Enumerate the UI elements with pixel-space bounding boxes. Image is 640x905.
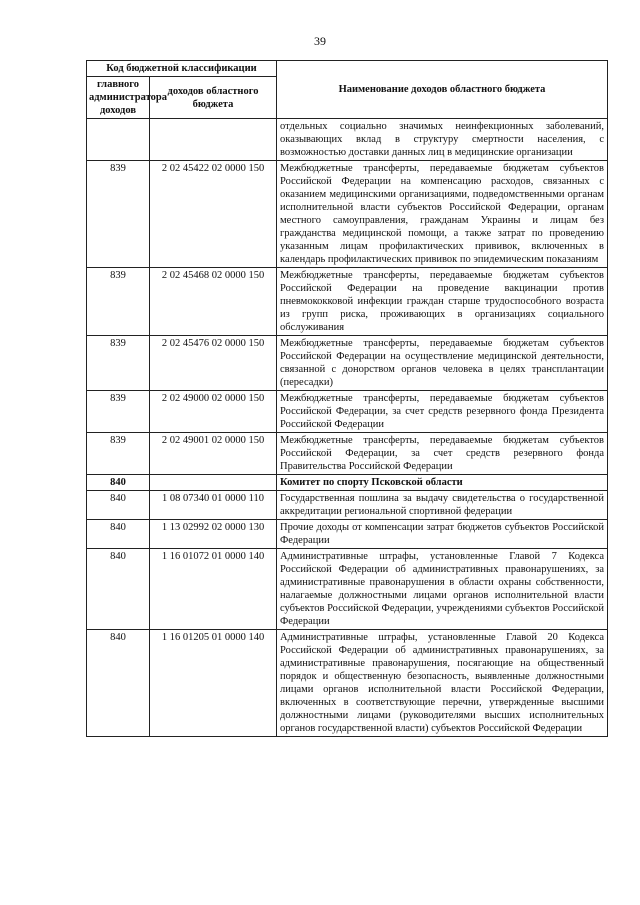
income-code-cell: 2 02 45468 02 0000 150 bbox=[150, 268, 277, 336]
income-code-cell: 1 08 07340 01 0000 110 bbox=[150, 491, 277, 520]
header-budget-classification-code: Код бюджетной классификации bbox=[87, 61, 277, 77]
income-name-cell: Государственная пошлина за выдачу свидетельства о государственной аккредитации региональной спортивной федерации bbox=[277, 491, 608, 520]
admin-code-cell: 839 bbox=[87, 433, 150, 475]
table-row bbox=[87, 336, 608, 391]
income-name-cell: Административные штрафы, установленные Главой 20 Кодекса Российской Федерации об административных правонарушениях, за административные правонарушения, посягающие на общественный порядок и общественную безопасность, выявленные должностными лицами органов исполнительной власти Российской Федерации, включенных в соответствующие перечни, утвержденные высшими должностными лицами (руководителями высших исполнительных органов государственной власти) субъектов Российской Федерации bbox=[277, 630, 608, 737]
income-name-cell: Межбюджетные трансферты, передаваемые бюджетам субъектов Российской Федерации, за счет средств резервного фонда Правительства Российской Федерации bbox=[277, 433, 608, 475]
admin-code-cell: 839 bbox=[87, 161, 150, 268]
admin-code-cell: 839 bbox=[87, 268, 150, 336]
admin-code-cell: 840 bbox=[87, 491, 150, 520]
income-code-cell: 1 16 01072 01 0000 140 bbox=[150, 549, 277, 630]
table-row bbox=[87, 549, 608, 630]
income-name-cell: Комитет по спорту Псковской области bbox=[277, 475, 608, 491]
header-regional-income: доходов областного бюджета bbox=[150, 77, 277, 119]
page-number: 39 bbox=[314, 34, 326, 48]
income-code-cell: 2 02 49000 02 0000 150 bbox=[150, 391, 277, 433]
income-name-cell: Межбюджетные трансферты, передаваемые бюджетам субъектов Российской Федерации на компенсацию расходов, связанных с оказанием медицинскими организациями, подведомственными органам исполнительной власти субъектов Российской Федерации, органам местного самоуправления, гражданам Украины и лицам без гражданства медицинской помощи, а также затрат по проведению указанным лицам профилактических прививок, включенных в календарь профилактических прививок по эпидемическим показаниям bbox=[277, 161, 608, 268]
admin-code-cell bbox=[87, 119, 150, 161]
income-name-cell: Межбюджетные трансферты, передаваемые бюджетам субъектов Российской Федерации на осуществление медицинской деятельности, связанной с донорством органов человека в целях трансплантации (пересадки) bbox=[277, 336, 608, 391]
table-row bbox=[87, 630, 608, 737]
income-code-cell bbox=[150, 475, 277, 491]
table-row bbox=[87, 268, 608, 336]
table-row bbox=[87, 433, 608, 475]
income-code-cell: 1 13 02992 02 0000 130 bbox=[150, 520, 277, 549]
header-income-name: Наименование доходов областного бюджета bbox=[277, 61, 608, 119]
income-code-cell: 2 02 49001 02 0000 150 bbox=[150, 433, 277, 475]
table-row bbox=[87, 161, 608, 268]
table-row bbox=[87, 391, 608, 433]
income-name-cell: Прочие доходы от компенсации затрат бюджетов субъектов Российской Федерации bbox=[277, 520, 608, 549]
income-code-cell: 2 02 45422 02 0000 150 bbox=[150, 161, 277, 268]
table-row bbox=[87, 119, 608, 161]
budget-classification-table bbox=[86, 60, 608, 737]
table-row bbox=[87, 520, 608, 549]
income-code-cell: 1 16 01205 01 0000 140 bbox=[150, 630, 277, 737]
income-code-cell: 2 02 45476 02 0000 150 bbox=[150, 336, 277, 391]
admin-code-cell: 840 bbox=[87, 520, 150, 549]
table-row bbox=[87, 491, 608, 520]
income-name-cell: Межбюджетные трансферты, передаваемые бюджетам субъектов Российской Федерации на проведение вакцинации против пневмококковой инфекции граждан старше трудоспособного возраста из групп риска, проживающих в организациях социального обслуживания bbox=[277, 268, 608, 336]
income-code-cell bbox=[150, 119, 277, 161]
admin-code-cell: 839 bbox=[87, 391, 150, 433]
admin-code-cell: 840 bbox=[87, 549, 150, 630]
admin-code-cell: 840 bbox=[87, 630, 150, 737]
table-body bbox=[87, 119, 608, 737]
income-name-cell: Межбюджетные трансферты, передаваемые бюджетам субъектов Российской Федерации, за счет средств резервного фонда Президента Российской Федерации bbox=[277, 391, 608, 433]
header-chief-administrator: главного администратора доходов bbox=[87, 77, 150, 119]
admin-code-cell: 840 bbox=[87, 475, 150, 491]
section-header-row bbox=[87, 475, 608, 491]
admin-code-cell: 839 bbox=[87, 336, 150, 391]
income-name-cell: Административные штрафы, установленные Главой 7 Кодекса Российской Федерации об административных правонарушениях, за административные правонарушения в области охраны собственности, налагаемые должностными лицами органов исполнительной власти субъектов Российской Федерации, учреждениями субъектов Российской Федерации bbox=[277, 549, 608, 630]
income-name-cell: отдельных социально значимых неинфекционных заболеваний, оказывающих вклад в структуру смертности населения, с возможностью доставки данных лиц в медицинские организации bbox=[277, 119, 608, 161]
